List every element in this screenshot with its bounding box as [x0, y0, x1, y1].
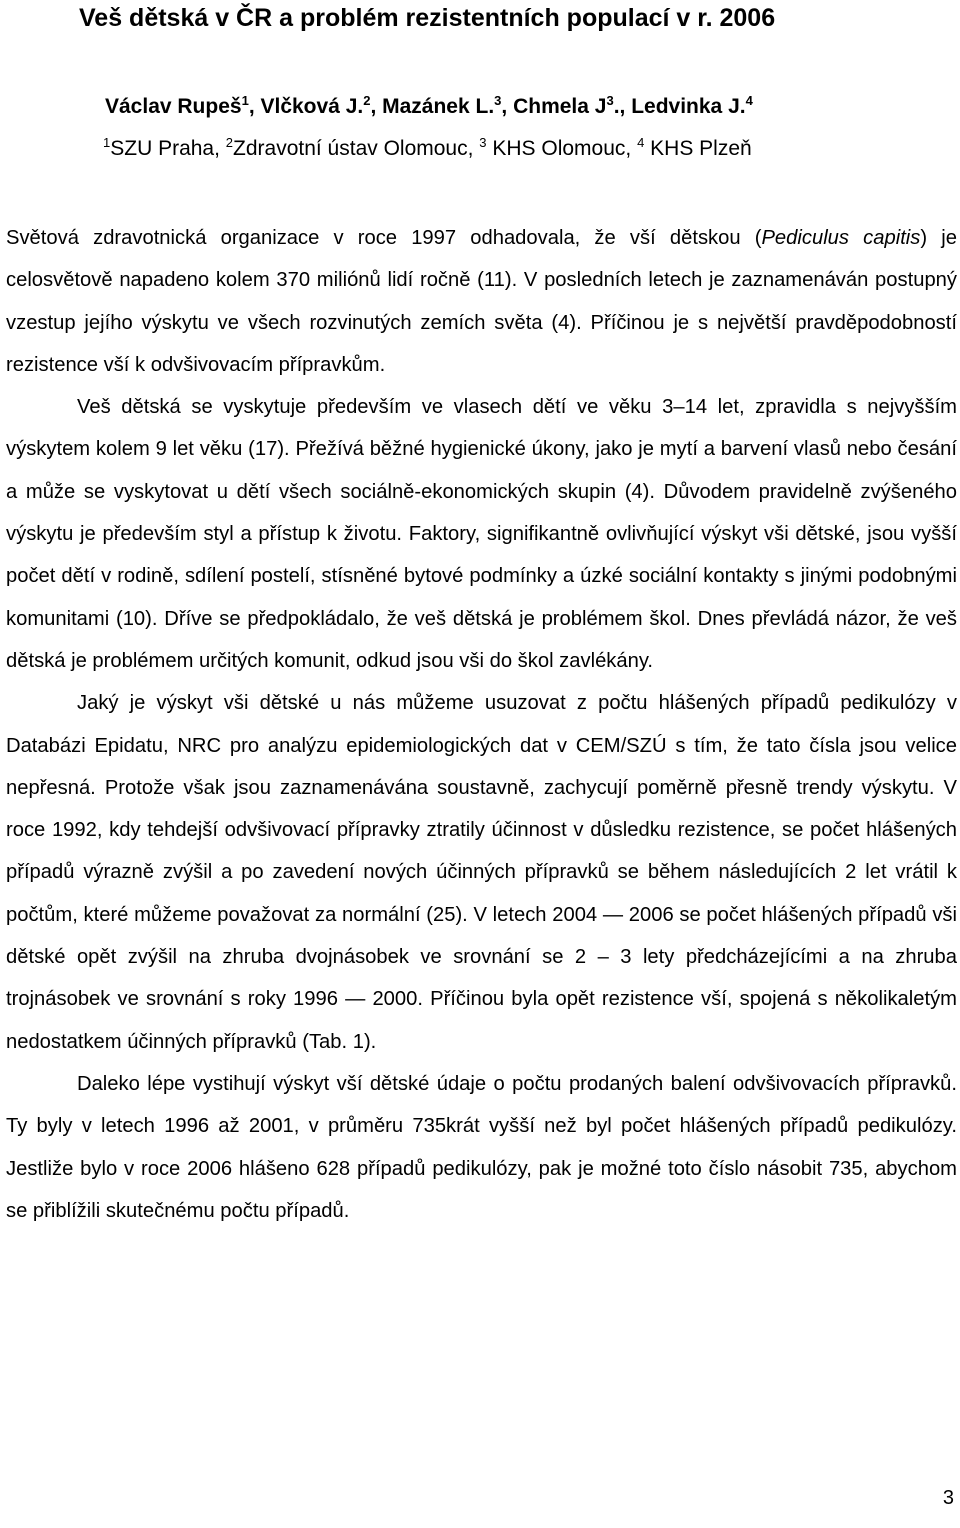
author-affiliation-number: 2 [363, 93, 371, 108]
paragraph-intro [6, 217, 957, 386]
author-separator: , [501, 95, 514, 118]
paragraph-sales: Daleko lépe vystihují výskyt vší dětské údaje o počtu prodaných balení odvšivovacích přípravků. Ty byly v letech 1996 až 2001, v průměru 735krát vyšší než byl počet hlášených případů pedikulózy. Jestliže bylo v roce 2006 hlášeno 628 případů pedikulózy, pak je možné toto číslo násobit 735, abychom se přiblížili skutečnému počtu případů. [6, 1072, 957, 1222]
species-name: Pediculus capitis [761, 227, 921, 249]
paragraph-text: ) je celosvětově napadeno kolem 370 miliónů lidí ročně (11). V posledních letech je zaznamenáván postupný vzestup jejího výskytu ve všech rozvinutých zemích světa (4). Příčinou je s největší pravděpodobností rezistence vší k odvšivovacím přípravkům. [6, 227, 957, 376]
author-separator: ., [613, 95, 632, 118]
author-affiliation-number: 3 [606, 93, 614, 108]
author-name: Vlčková J. [260, 95, 364, 118]
author-name: Mazánek L. [382, 95, 495, 118]
page-title: Veš dětská v ČR a problém rezistentních populací v r. 2006 [79, 4, 776, 32]
page-number: 3 [942, 1487, 954, 1509]
affiliation-name: KHS Plzeň [644, 137, 752, 160]
affiliation-name: Zdravotní ústav Olomouc, [233, 137, 480, 160]
author-name: Ledvinka J. [631, 95, 746, 118]
author-name: Chmela J [513, 95, 607, 118]
affiliation-number: 3 [479, 135, 487, 150]
author-separator: , [370, 95, 383, 118]
author-affiliation-number: 3 [494, 93, 502, 108]
affiliation-number: 2 [225, 135, 234, 150]
author-affiliation-number: 1 [241, 93, 249, 108]
affiliation-number: 4 [637, 135, 645, 150]
author-list [105, 93, 753, 121]
affiliation-number: 1 [103, 135, 111, 150]
article-body [6, 217, 957, 1232]
author-name: Václav Rupeš [105, 95, 242, 118]
author-affiliation-number: 4 [745, 93, 753, 108]
author-separator: , [248, 95, 261, 118]
paragraph-statistics: Jaký je výskyt vši dětské u nás můžeme usuzovat z počtu hlášených případů pedikulózy v Databázi Epidatu, NRC pro analýzu epidemiologických dat v CEM/SZÚ s tím, že tato čísla jsou velice nepřesná. Protože však jsou zaznamenávána soustavně, zachycují poměrně přesně trendy výskytu. V roce 1992, kdy tehdejší odvšivovací přípravky ztratily účinnost v důsledku rezistence, se počet hlášených případů výrazně zvýšil a po zavedení nových účinných přípravků se během následujících 2 let vrátil k počtům, které můžeme považovat za normální (25). V letech 2004 — 2006 se počet hlášených případů vši dětské opět zvýšil na zhruba dvojnásobek ve srovnání se 2 – 3 lety předcházejícími a na zhruba trojnásobek ve srovnání s roky 1996 — 2000. Příčinou byla opět rezistence vší, spojená s několikaletým nedostatkem účinných přípravků (Tab. 1). [6, 692, 957, 1053]
affiliation-list [103, 135, 752, 163]
affiliation-name: SZU Praha, [110, 137, 226, 160]
paragraph-occurrence: Veš dětská se vyskytuje především ve vlasech dětí ve věku 3–14 let, zpravidla s nejvyšším výskytem kolem 9 let věku (17). Přežívá běžné hygienické úkony, jako je mytí a barvení vlasů nebo česání a může se vyskytovat u dětí všech sociálně-ekonomických skupin (4). Důvodem pravidelně zvýšeného výskytu je především styl a přístup k životu. Faktory, signifikantně ovlivňující výskyt vši dětské, jsou vyšší počet dětí v rodině, sdílení postelí, stísněné bytové podmínky a úzké sociální kontakty s jinými podobnými komunitami (10). Dříve se předpokládalo, že veš dětská je problémem škol. Dnes převládá názor, že veš dětská je problémem určitých komunit, odkud jsou vši do škol zavlékány. [6, 396, 957, 672]
affiliation-name: KHS Olomouc, [486, 137, 638, 160]
paragraph-text: Světová zdravotnická organizace v roce 1997 odhadovala, že vší dětskou ( [6, 227, 762, 249]
